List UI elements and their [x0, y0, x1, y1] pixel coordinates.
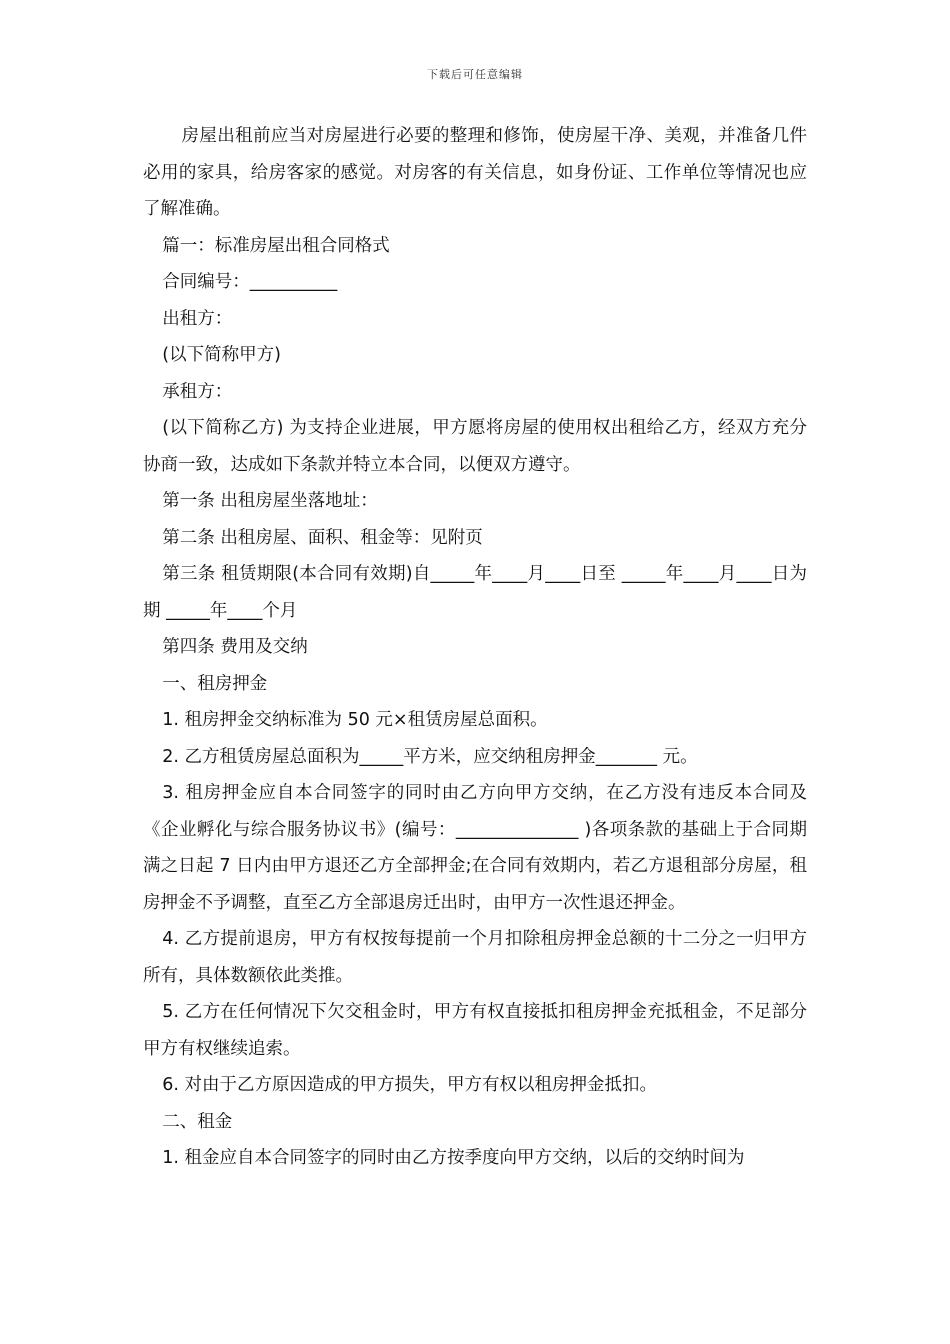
deposit-item-6: 6. 对由于乙方原因造成的甲方损失，甲方有权以租房押金抵扣。 — [162, 1075, 658, 1095]
section-deposit: 一、租房押金 — [162, 673, 268, 694]
intro-paragraph: 房屋出租前应当对房屋进行必要的整理和修饰，使房屋干净、美观，并准备几件必用的家具，给房客家的感觉。对房客的有关信息，如身份证、工作单位等情况也应了解准确。 — [143, 126, 807, 219]
section-rent: 二、租金 — [162, 1111, 233, 1132]
deposit-item-2: 2. 乙方租赁房屋总面积为_____平方米，应交纳租房押金_______ 元。 — [162, 746, 698, 767]
contract-number: 合同编号：__________ — [162, 272, 338, 292]
lessee-alias-paragraph: (以下简称乙方) 为支持企业进展，甲方愿将房屋的使用权出租给乙方，经双方充分协商一致，达成如下条款并特立本合同，以便双方遵守。 — [143, 418, 807, 475]
clause-3: 第三条 租赁期限(本合同有效期)自_____年____月____日至 _____年____月____日为期 _____年____个月 — [143, 564, 807, 621]
deposit-item-5: 5. 乙方在任何情况下欠交租金时，甲方有权直接抵扣租房押金充抵租金，不足部分甲方有权继续追索。 — [143, 1002, 807, 1059]
clause-4: 第四条 费用及交纳 — [162, 637, 308, 657]
page-header: 下载后可任意编辑 — [427, 68, 523, 81]
lessor-label: 出租方： — [162, 308, 233, 329]
lessee-label: 承租方： — [162, 381, 233, 402]
document-body — [143, 118, 807, 1177]
lessor-alias: (以下简称甲方) — [162, 345, 281, 365]
article-title: 篇一：标准房屋出租合同格式 — [162, 235, 390, 256]
deposit-item-1: 1. 租房押金交纳标准为 50 元×租赁房屋总面积。 — [162, 710, 548, 730]
clause-1: 第一条 出租房屋坐落地址： — [162, 491, 378, 511]
clause-2: 第二条 出租房屋、面积、租金等：见附页 — [162, 527, 483, 548]
rent-item-1: 1. 租金应自本合同签字的同时由乙方按季度向甲方交纳，以后的交纳时间为 — [162, 1148, 745, 1168]
deposit-item-4: 4. 乙方提前退房，甲方有权按每提前一个月扣除租房押金总额的十二分之一归甲方所有，具体数额依此类推。 — [143, 929, 807, 986]
deposit-item-3: 3. 租房押金应自本合同签字的同时由乙方向甲方交纳，在乙方没有违反本合同及《企业孵化与综合服务协议书》(编号：______________ )各项条款的基础上于合同期满之日起 7 日内由甲方退还乙方全部押金;在合同有效期内，若乙方退租部分房屋，租房押金不予调整，直至乙方全部退房迁出时，由甲方一次性退还押金。 — [143, 783, 807, 913]
